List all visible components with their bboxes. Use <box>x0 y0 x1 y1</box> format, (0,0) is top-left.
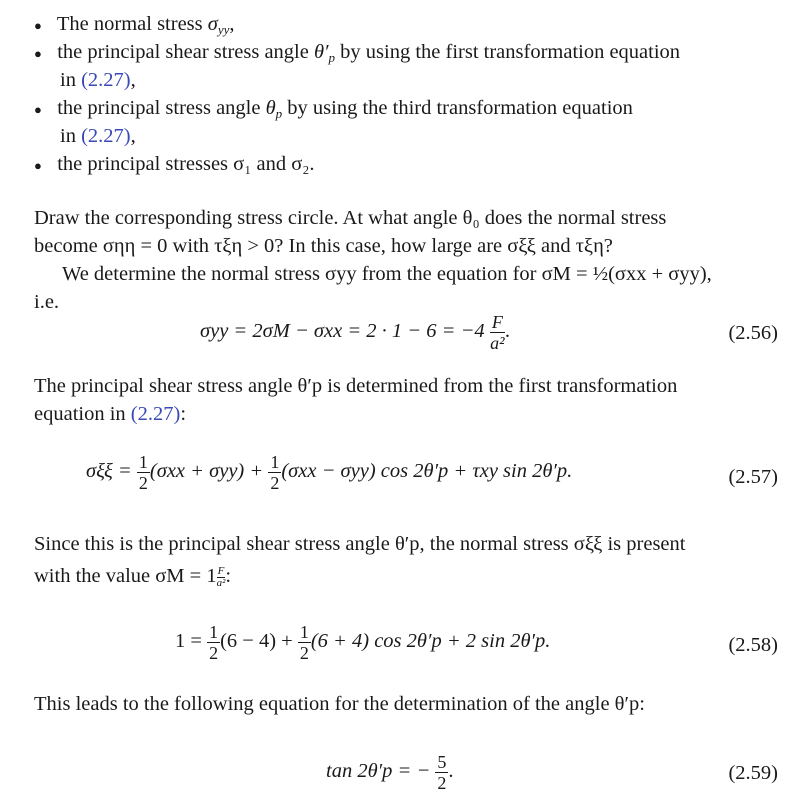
equation-link[interactable]: (2.27) <box>130 403 181 425</box>
fraction: $\frac{1}{2}$ <box>138 452 148 493</box>
equation-2-58: 1 = $\frac{1}{2}$ (6 − 4) + $\frac{1}{2}$ (6 + 4) cos 2θ′p + 2 sin 2θ′p. <box>175 622 551 663</box>
paragraph-line: with the value σM = 1 $\frac{F}{\text{a²}}$ : <box>34 564 232 589</box>
equation-2-59: tan 2θ′p = − $\frac{5}{2}$ . <box>326 752 454 793</box>
equation-link[interactable]: (2.27) <box>81 125 131 147</box>
bullet-dot: ● <box>34 46 42 61</box>
equation-2-56: σyy = 2σM − σxx = 2 · 1 − 6 = −4 $\frac{F}{\text{a²}}$ . <box>200 312 510 353</box>
equation-number: (2.57) <box>728 466 778 488</box>
paragraph-line: The principal shear stress angle θ′p is determined from the first transformation <box>34 375 678 397</box>
equation-number: (2.58) <box>728 634 778 656</box>
bullet-item-4: ● the principal stresses σ₁ and σ₂. <box>34 153 315 175</box>
equation-number: (2.56) <box>728 322 778 344</box>
paragraph-line: i.e. <box>34 291 60 313</box>
bullet-dot: ● <box>34 158 42 173</box>
bullet-dot: ● <box>34 102 42 117</box>
fraction: $\frac{5}{2}$ <box>437 752 447 793</box>
equation-link[interactable]: (2.27) <box>81 69 131 91</box>
paragraph-line: We determine the normal stress σyy from the equation for σM = ½(σxx + σyy), <box>62 263 712 285</box>
fraction: $\frac{F}{\text{a²}}$ <box>490 312 505 353</box>
equation-number: (2.59) <box>728 762 778 784</box>
paragraph-line: This leads to the following equation for the determination of the angle θ′p: <box>34 693 645 715</box>
bullet-dot: ● <box>34 18 42 33</box>
fraction: $\frac{1}{2}$ <box>270 452 280 493</box>
paragraph-line: equation in (2.27): <box>34 403 187 425</box>
fraction: $\frac{1}{2}$ <box>209 622 219 663</box>
paragraph-line: Since this is the principal shear stress angle θ′p, the normal stress σξξ is present <box>34 533 686 555</box>
bullet-item-3: ● the principal stress angle $\theta_p$ by using the third transformation equation <box>34 97 633 121</box>
fraction: $\frac{1}{2}$ <box>299 622 309 663</box>
paragraph-line: Draw the corresponding stress circle. At what angle θ₀ does the normal stress <box>34 207 667 229</box>
paragraph-line: become σηη = 0 with τξη > 0? In this case, how large are σξξ and τξη? <box>34 235 613 257</box>
bullet-item-3-continuation: in (2.27), <box>60 125 136 147</box>
equation-2-57: σξξ = $\frac{1}{2}$ (σxx + σyy) + $\frac{1}{2}$ (σxx − σyy) cos 2θ′p + τxy sin 2θ′p. <box>86 452 573 493</box>
bullet-item-2: ● the principal shear stress angle $\theta'_p$ by using the first transformation equation <box>34 41 681 65</box>
bullet-item-2-continuation: in (2.27), <box>60 69 136 91</box>
bullet-item-1: ● The normal stress $\sigma_{yy}$, <box>34 13 235 37</box>
fraction: $\frac{F}{\text{a²}}$ <box>216 564 226 589</box>
